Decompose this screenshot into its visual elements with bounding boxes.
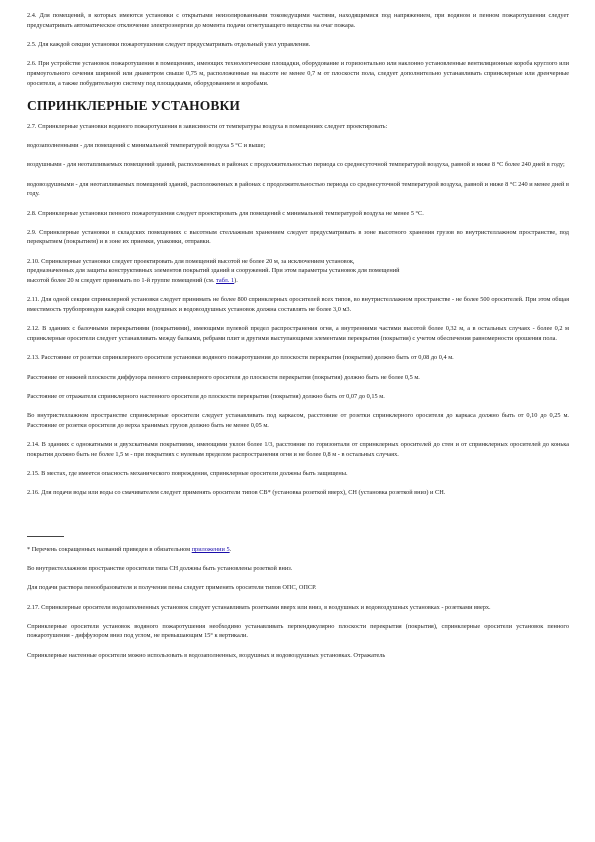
paragraph-2-11: 2.11. Для одной секции спринклерной установки следует принимать не более 800 спринклерных оросителей всех типов, во внутристеллажном пространстве - не более 500 оросителей. При этом общая вместимость трубопроводов каждой секции воздушных и водовоздушных установок должна составлять не более 3,0 м3. <box>27 296 569 314</box>
paragraph-2-7-intro: 2.7. Спринклерные установки водяного пожаротушения в зависимости от температуры воздуха в помещениях следует проектировать: <box>27 122 388 130</box>
paragraph-2-8: 2.8. Спринклерные установки пенного пожаротушения следует проектировать для помещений с минимальной температурой воздуха не менее 5 °С. <box>27 209 424 217</box>
paragraph-wall-sprinkler: Расстояние от отражателя спринклерного настенного оросителя до плоскости перекрытия (покрытия) должно быть от 0,07 до 0,15 м. <box>27 392 385 400</box>
paragraph-2-13: 2.13. Расстояние от розетки спринклерного оросителя установки водяного пожаротушения до плоскости перекрытия (покрытия) должно быть от 0,08 до 0,4 м. <box>27 354 454 362</box>
paragraph-2-7-water: водозаполненными - для помещений с минимальной температурой воздуха 5 °С и выше; <box>27 142 266 150</box>
paragraph-2-5: 2.5. Для каждой секции установки пожаротушения следует предусматривать отдельный узел управления. <box>27 40 311 48</box>
paragraph-2-7-water-air: водовоздушными - для неотапливаемых помещений зданий, расположенных в районах с продолжительностью периода со среднесуточной температурой воздуха, равной и ниже 8 °С 240 и менее дней в году. <box>27 180 569 198</box>
paragraph-2-10-line-1: 2.10. Спринклерные установки следует проектировать для помещений высотой не более 20 м, за исключением установок, <box>27 257 355 265</box>
paragraph-2-6: 2.6. При устройстве установок пожаротушения в помещениях, имеющих технологические площадки, оборудование и горизонтально или наклонно установленные вентиляционные короба круглого или прямоугольного сечения шириной или диаметром свыше 0,75 м, расположенные на высоте не менее 0,7 м от плоскости пола, следует дополнительно устанавливать спринклерные или дренчерные оросители, а также побудительную систему под площадками, оборудованием и коробами. <box>27 60 569 87</box>
paragraph-2-7-air: воздушными - для неотапливаемых помещений зданий, расположенных в районах с продолжительностью периода со среднесуточной температурой воздуха, равной и ниже 8 °С более 240 дней в году; <box>27 161 565 169</box>
footnote-divider <box>27 536 64 537</box>
paragraph-2-4: 2.4. Для помещений, в которых имеются установки с открытыми неизолированными токоведущими частями, находящимися под напряжением, при водяном и пенном пожаротушении следует предусматривать автоматическое отключение электроэнергии до момента подачи огнетушащего вещества на очаг пожара. <box>27 12 569 29</box>
appendix-5-link[interactable]: приложении 5 <box>191 545 230 553</box>
paragraph-2-14: 2.14. В зданиях с однокатными и двухскатными покрытиями, имеющими уклон более 1/3, расстояние по горизонтали от спринклерных оросителей до стен и от спринклерных оросителей до конька покрытия должно быть не более 1,5 м - при покрытиях с нулевым пределом распространения огня и не более 0,8 м - в остальных случаях. <box>27 440 569 458</box>
paragraph-orientation: Спринклерные оросители установок водяного пожаротушения необходимо устанавливать перпендикулярно плоскости перекрытия (покрытия), спринклерные оросители установок пенного пожаротушения - диффузором вниз под углом, не превышающим 15° к вертикали. <box>27 622 569 640</box>
paragraph-2-9: 2.9. Спринклерные установки в складских помещениях с высотным стеллажным хранением следует предусматривать в зоне высотного хранения грузов во внутристеллажном пространстве, под перекрытием (покрытием) и в зоне их приемки, упаковки, отправки. <box>27 228 569 246</box>
paragraph-2-15: 2.15. В местах, где имеется опасность механического повреждения, спринклерные оросители должны быть защищены. <box>27 469 348 477</box>
footnote-end: . <box>229 545 232 553</box>
footnote <box>27 545 569 555</box>
paragraph-2-10-line-3: высотой более 20 м следует принимать по 1-й группе помещений (см. <box>27 277 216 285</box>
paragraph-2-10-line-2: предназначенных для защиты конструктивных элементов покрытий зданий и сооружений. При этом параметры установок для помещений <box>27 267 400 275</box>
table-1-link[interactable]: табл. 1 <box>216 277 235 285</box>
paragraph-wall-sprinklers-use: Спринклерные настенные оросители можно использовать в водозаполненных, воздушных и водовоздушных установках. Отражатель <box>27 651 386 659</box>
footnote-text: * Перечень сокращенных названий приведен в обязательном <box>27 545 192 553</box>
paragraph-foam-sprinklers: Для подачи раствора пенообразователя и получения пены следует применять оросители типов ОПС, ОПСР. <box>27 584 317 592</box>
paragraph-2-10 <box>27 257 569 286</box>
paragraph-in-rack: Во внутристеллажном пространстве спринклерные оросители следует устанавливать под каркасом, расстояние от розетки спринклерного оросителя до каркаса должно быть от 0,10 до 0,25 м. Расстояние от розетки оросителя до верха хранимых грузов должно быть не менее 0,05 м. <box>27 411 569 429</box>
paragraph-2-12: 2.12. В зданиях с балочными перекрытиями (покрытиями), имеющими пулевой предел распространения огня, а внутренними частями высотой более 0,32 м, а в остальных случаях - более 0,2 м спринклерные оросители следует устанавливать между балками, ребрами плит и другими выступающими элементами перекрытия (покрытия) с учетом обеспечения равномерности орошения пола. <box>27 325 569 343</box>
paragraph-in-rack-sn: Во внутристеллажном пространстве оросители типа СН должны быть установлены розеткой вниз. <box>27 565 293 573</box>
document-page <box>27 11 569 670</box>
paragraph-2-16: 2.16. Для подачи воды или воды со смачивателем следует применять оросители типов СВ* (установка розеткой вверх), СН (установка розеткой вниз) и СН. <box>27 489 446 497</box>
paragraph-2-17: 2.17. Спринклерные оросители водозаполненных установок следует устанавливать розетками вверх или вниз, в воздушных и водовоздушных установках - розетками вверх. <box>27 603 491 611</box>
paragraph-2-10-line-3-end: ). <box>234 277 238 285</box>
paragraph-foam-diffuser: Расстояние от нижней плоскости диффузора пенного спринклерного оросителя до плоскости перекрытия (покрытия) должно быть не более 0,5 м. <box>27 373 420 381</box>
section-heading: СПРИНКЛЕРНЫЕ УСТАНОВКИ <box>27 97 240 113</box>
